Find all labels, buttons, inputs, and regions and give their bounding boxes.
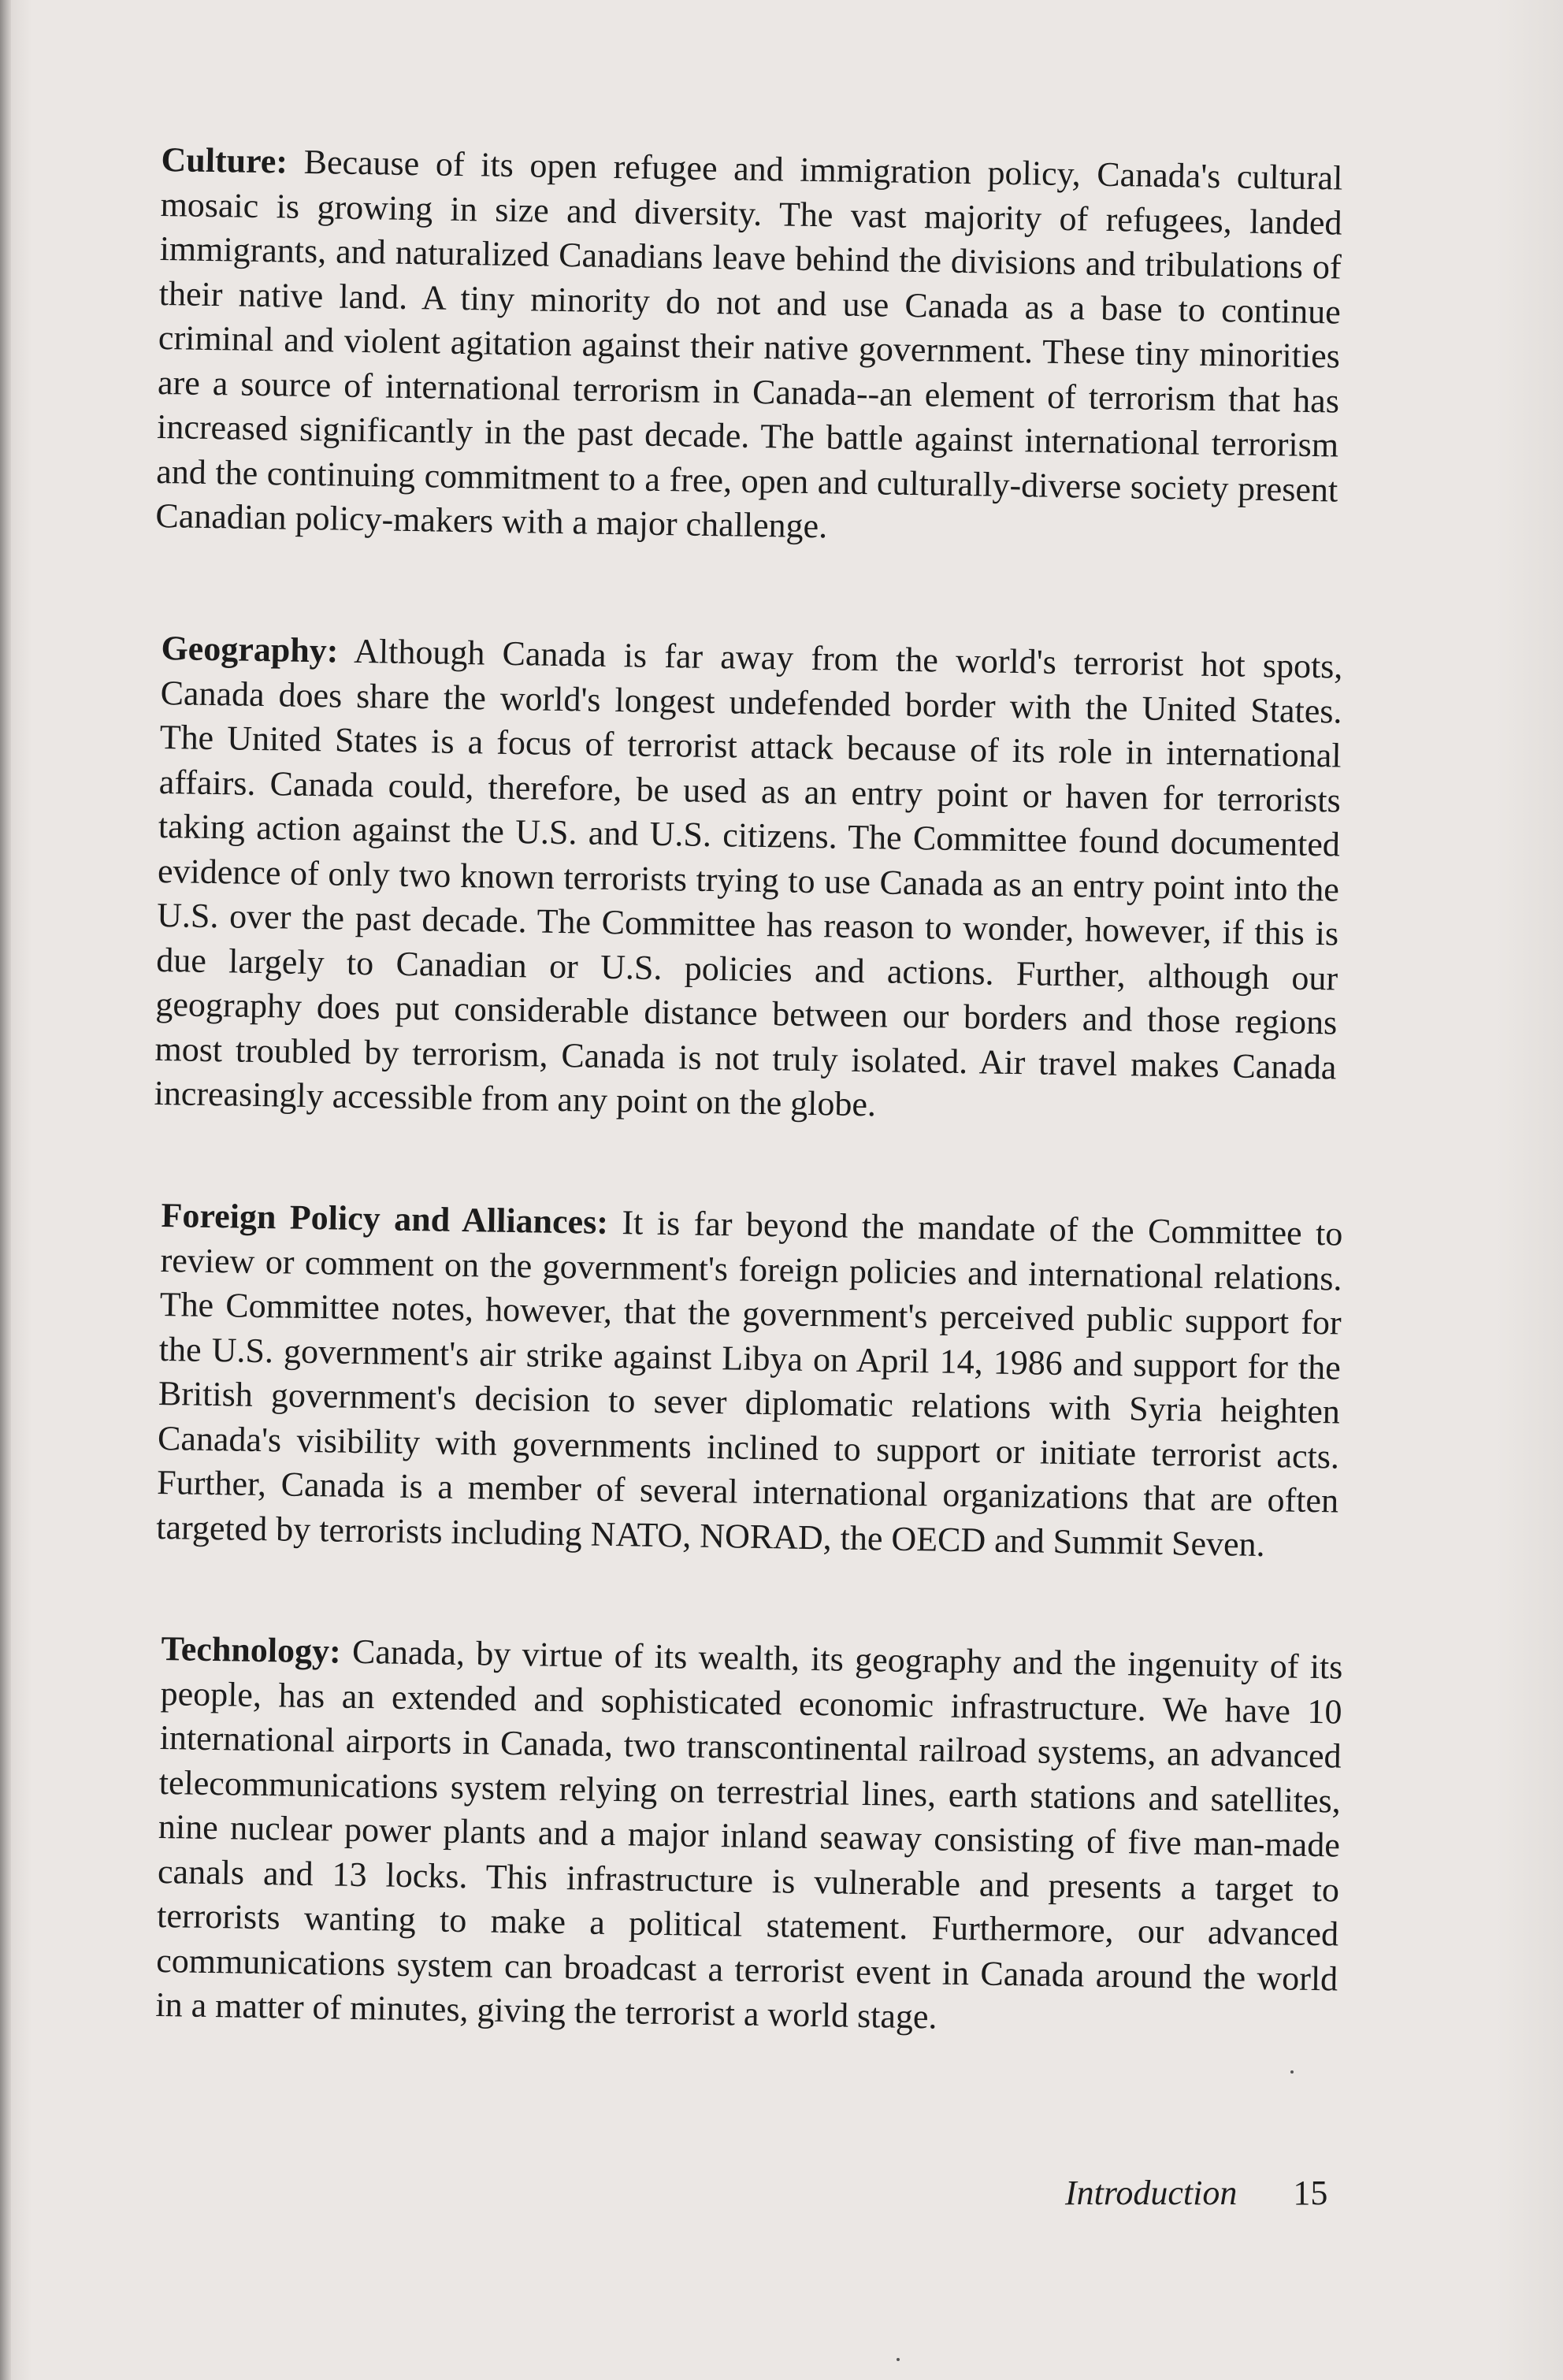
footer-section-title: Introduction (1065, 2174, 1238, 2212)
page-binding-edge (0, 0, 11, 2380)
scan-speck (1290, 2070, 1294, 2074)
scan-speck (897, 2358, 900, 2361)
paragraph-body: Canada, by virtue of its wealth, its geography and the ingenuity of its people, has an extended and sophisticated economic infrastructure. We have 10 international airports in Canada, two transcontinental railroad systems, an advanced telecommunications system relying on terrestrial lines, earth stations and satellites, nine nuclear power plants and a major inland seaway consisting of five man-made canals and 13 locks. This infrastructure is vulnerable and presents a target to terrorists wanting to make a political statement. Furthermore, our advanced communications system can broadcast a terrorist event in Canada around the world in a matter of minutes, giving the terrorist a world stage. (155, 1632, 1343, 2037)
paragraph-technology (155, 1627, 1343, 2046)
paragraph-heading: Foreign Policy and Alliances: (161, 1195, 609, 1242)
paragraph-heading: Technology: (161, 1628, 342, 1671)
paragraph-geography (154, 626, 1343, 1134)
paragraph-culture (155, 138, 1343, 557)
paragraph-heading: Geography: (161, 628, 339, 670)
paragraph-heading: Culture: (161, 139, 288, 181)
paragraph-body: It is far beyond the mandate of the Committee to review or comment on the government's foreign policies and international relations. The Committee notes, however, that the government's perceived public support for the U.S. government's air strike against Libya on April 14, 1986 and support for the British government's decision to sever diplomatic relations with Syria heighten Canada's visibility with governments inclined to support or initiate terrorist acts. Further, Canada is a member of several international organizations that are often targeted by terrorists including NATO, NORAD, the OECD and Summit Seven. (155, 1203, 1343, 1564)
page-footer (1065, 2173, 1327, 2213)
paragraph-foreign-policy (156, 1194, 1343, 1569)
paragraph-body: Because of its open refugee and immigration policy, Canada's cultural mosaic is growing in size and diversity. The vast majority of refugees, landed immigrants, and naturalized Canadians leave behind the divisions and tribulations of their native land. A tiny minority do not and use Canada as a base to continue criminal and violent agitation against their native government. These tiny minorities are a source of international terrorism in Canada--an element of terrorism that has increased significantly in the past decade. The battle against international terrorism and the continuing commitment to a free, open and culturally-diverse society present Canadian policy-makers with a major challenge. (155, 142, 1343, 546)
page-number: 15 (1293, 2174, 1328, 2212)
paragraph-body: Although Canada is far away from the world's terrorist hot spots, Canada does share the world's longest undefended border with the United States. The United States is a focus of terrorist attack because of its role in international affairs. Canada could, therefore, be used as an entry point or haven for terrorists taking action against the U.S. and U.S. citizens. The Committee found documented evidence of only two known terrorists trying to use Canada as an entry point into the U.S. over the past decade. The Committee has reason to wonder, however, if this is due largely to Canadian or U.S. policies and actions. Further, although our geography does put considerable distance between our borders and those regions most troubled by terrorism, Canada is not truly isolated. Air travel makes Canada increasingly accessible from any point on the globe. (154, 631, 1343, 1124)
